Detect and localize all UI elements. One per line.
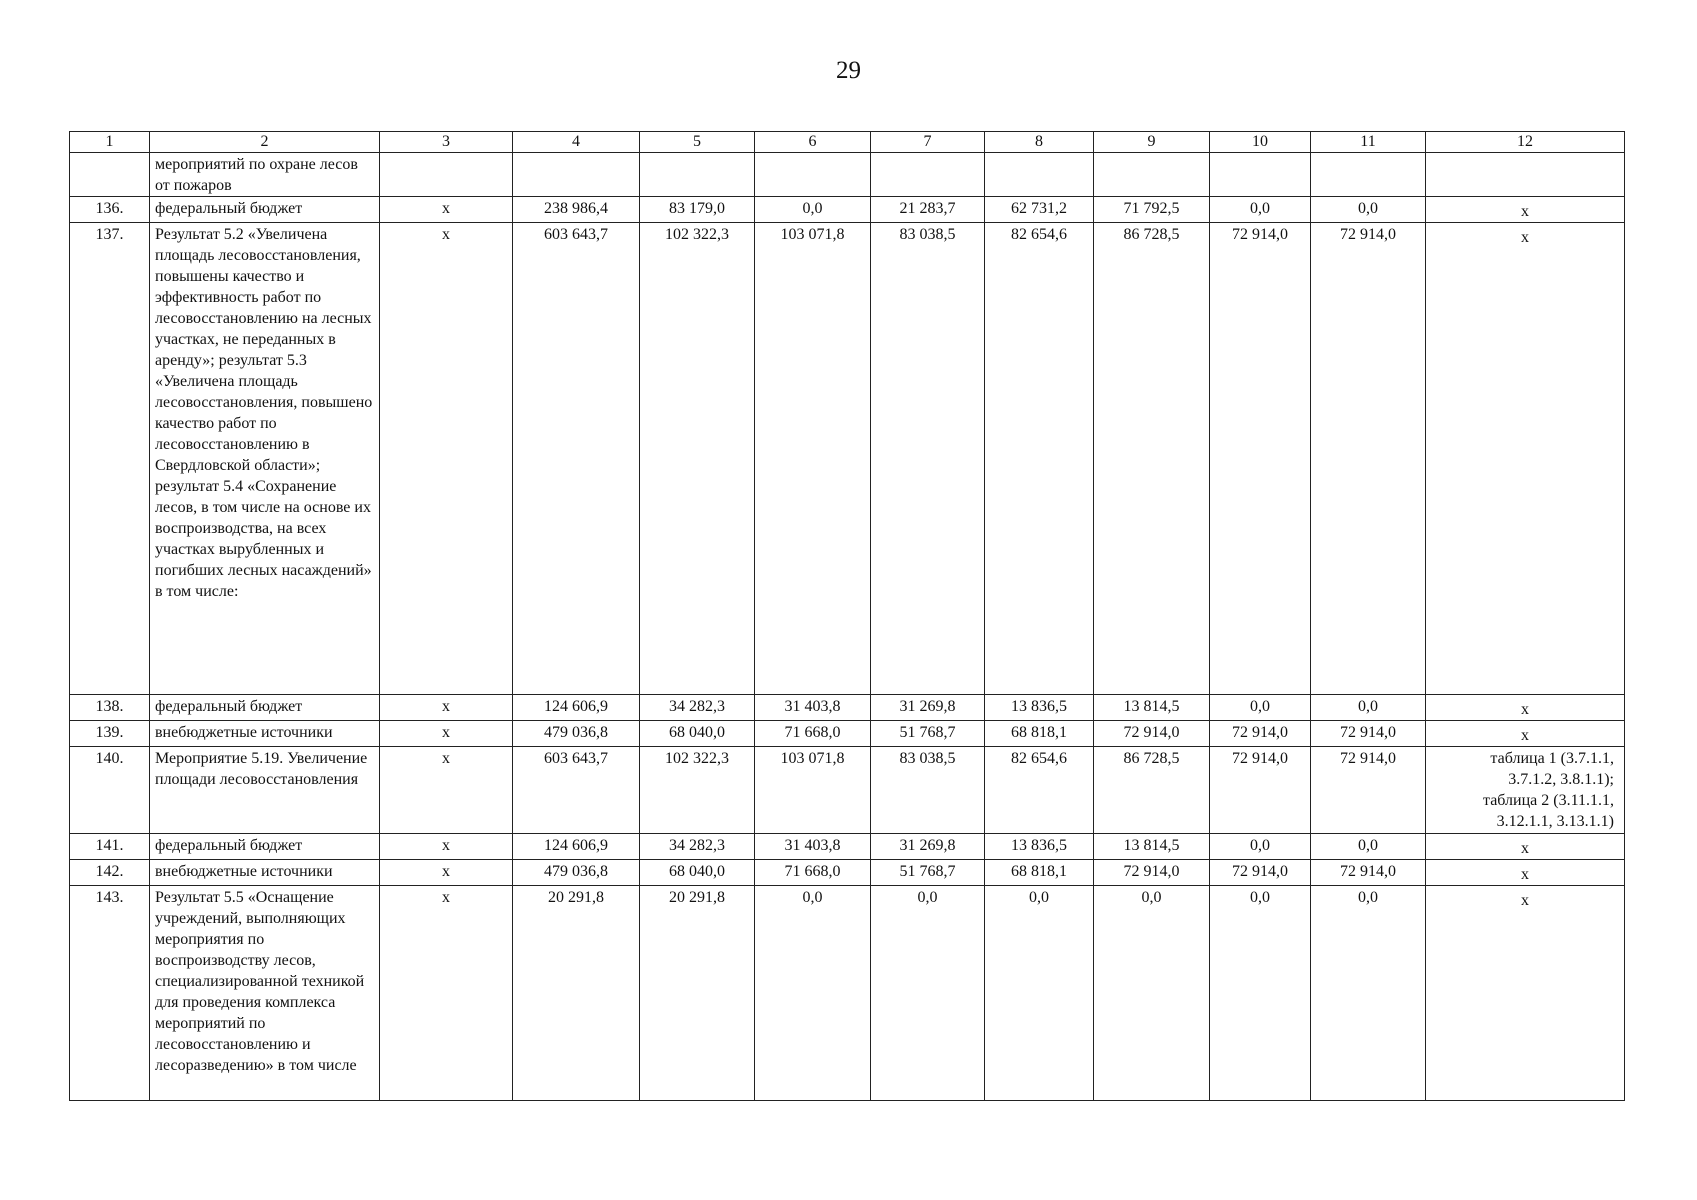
table-cell: x <box>1426 834 1625 860</box>
table-cell: 72 914,0 <box>1311 721 1426 747</box>
table-cell: 71 668,0 <box>755 721 871 747</box>
column-number: 6 <box>755 132 871 153</box>
table-cell: 51 768,7 <box>871 721 985 747</box>
table-cell: 103 071,8 <box>755 747 871 834</box>
table-row <box>70 721 1625 747</box>
row-number: 142. <box>70 860 150 886</box>
table-cell: x <box>380 860 513 886</box>
table-cell: 0,0 <box>1094 886 1210 1101</box>
table-cell: 479 036,8 <box>513 860 640 886</box>
table-cell <box>380 153 513 197</box>
row-description: федеральный бюджет <box>150 197 380 223</box>
row-description: Мероприятие 5.19. Увеличение площади лесовосстановления <box>150 747 380 834</box>
table-cell <box>1094 153 1210 197</box>
table-cell: 0,0 <box>1311 886 1426 1101</box>
table-cell <box>513 153 640 197</box>
table-cell: 72 914,0 <box>1210 747 1311 834</box>
column-number: 1 <box>70 132 150 153</box>
table-cell: 13 836,5 <box>985 695 1094 721</box>
table-cell: 31 403,8 <box>755 695 871 721</box>
row-number: 140. <box>70 747 150 834</box>
budget-table <box>69 131 1625 1101</box>
column-number: 3 <box>380 132 513 153</box>
table-cell: 72 914,0 <box>1311 223 1426 695</box>
table-row <box>70 834 1625 860</box>
table-cell: x <box>380 197 513 223</box>
row-number: 137. <box>70 223 150 695</box>
row-description: федеральный бюджет <box>150 834 380 860</box>
table-cell: 20 291,8 <box>640 886 755 1101</box>
table-cell: x <box>1426 721 1625 747</box>
table-row <box>70 153 1625 197</box>
table-cell: 0,0 <box>1210 695 1311 721</box>
row-description: мероприятий по охране лесов от пожаров <box>150 153 380 197</box>
row-description: федеральный бюджет <box>150 695 380 721</box>
table-row <box>70 860 1625 886</box>
table-cell: 13 836,5 <box>985 834 1094 860</box>
table-cell: 603 643,7 <box>513 747 640 834</box>
table-cell: 68 040,0 <box>640 721 755 747</box>
table-cell: 72 914,0 <box>1210 860 1311 886</box>
table-cell: x <box>380 695 513 721</box>
table-cell: x <box>380 886 513 1101</box>
table-cell: 31 403,8 <box>755 834 871 860</box>
table-cell: 34 282,3 <box>640 695 755 721</box>
row-number: 141. <box>70 834 150 860</box>
table-cell: 238 986,4 <box>513 197 640 223</box>
table-cell: 83 038,5 <box>871 223 985 695</box>
table-cell <box>985 153 1094 197</box>
column-number-row <box>70 132 1625 153</box>
row-description: внебюджетные источники <box>150 860 380 886</box>
page-number: 29 <box>836 57 861 84</box>
table-cell: 72 914,0 <box>1094 721 1210 747</box>
table-row <box>70 695 1625 721</box>
table-cell: x <box>1426 223 1625 695</box>
table-cell: 0,0 <box>985 886 1094 1101</box>
row-number: 139. <box>70 721 150 747</box>
table-cell: 0,0 <box>755 886 871 1101</box>
table-cell: 31 269,8 <box>871 834 985 860</box>
table-cell: 68 818,1 <box>985 721 1094 747</box>
table-cell <box>1210 153 1311 197</box>
table-cell: 82 654,6 <box>985 747 1094 834</box>
table-cell: 72 914,0 <box>1311 860 1426 886</box>
table-cell <box>871 153 985 197</box>
table-cell: 31 269,8 <box>871 695 985 721</box>
column-number: 12 <box>1426 132 1625 153</box>
table-cell: x <box>380 223 513 695</box>
table-cell: 102 322,3 <box>640 747 755 834</box>
table-cell: 0,0 <box>1311 197 1426 223</box>
table-cell: 62 731,2 <box>985 197 1094 223</box>
table-cell: 72 914,0 <box>1210 721 1311 747</box>
table-cell: 0,0 <box>871 886 985 1101</box>
table-cell <box>755 153 871 197</box>
table-cell: x <box>1426 860 1625 886</box>
table-cell: 103 071,8 <box>755 223 871 695</box>
table-cell: x <box>1426 695 1625 721</box>
table-cell: 71 668,0 <box>755 860 871 886</box>
column-number: 8 <box>985 132 1094 153</box>
table-cell: 83 179,0 <box>640 197 755 223</box>
table-cell <box>640 153 755 197</box>
table-cell <box>1426 153 1625 197</box>
table-cell: 72 914,0 <box>1210 223 1311 695</box>
table-row <box>70 886 1625 1101</box>
table-cell: 86 728,5 <box>1094 223 1210 695</box>
table-cell: 71 792,5 <box>1094 197 1210 223</box>
table-cell: 0,0 <box>1311 695 1426 721</box>
table-cell: 20 291,8 <box>513 886 640 1101</box>
table-cell: 82 654,6 <box>985 223 1094 695</box>
row-description: Результат 5.2 «Увеличена площадь лесовосстановления, повышены качество и эффективность работ по лесовосстановлению на лесных участках, не переданных в аренду»; результат 5.3 «Увеличена площадь лесовосстановления, повышено качество работ по лесовосстановлению в Свердловской области»; результат 5.4 «Сохранение лесов, в том числе на основе их воспроизводства, на всех участках вырубленных и погибших лесных насаждений» в том числе: <box>150 223 380 695</box>
table-cell: 0,0 <box>1210 197 1311 223</box>
table-cell: 603 643,7 <box>513 223 640 695</box>
table-cell: 124 606,9 <box>513 695 640 721</box>
table-cell: 0,0 <box>755 197 871 223</box>
table-cell: 13 814,5 <box>1094 834 1210 860</box>
table-cell: 0,0 <box>1210 834 1311 860</box>
row-number: 138. <box>70 695 150 721</box>
row-number: 136. <box>70 197 150 223</box>
table-row <box>70 223 1625 695</box>
column-number: 4 <box>513 132 640 153</box>
table-cell: 72 914,0 <box>1094 860 1210 886</box>
table-cell: 102 322,3 <box>640 223 755 695</box>
column-number: 7 <box>871 132 985 153</box>
table-cell: 68 818,1 <box>985 860 1094 886</box>
table-cell: 72 914,0 <box>1311 747 1426 834</box>
table-cell: 83 038,5 <box>871 747 985 834</box>
table-row <box>70 197 1625 223</box>
table-cell: 34 282,3 <box>640 834 755 860</box>
reference-note: таблица 1 (3.7.1.1, 3.7.1.2, 3.8.1.1); таблица 2 (3.11.1.1, 3.12.1.1, 3.13.1.1) <box>1426 747 1625 834</box>
table-cell: x <box>380 747 513 834</box>
row-description: внебюджетные источники <box>150 721 380 747</box>
row-description: Результат 5.5 «Оснащение учреждений, выполняющих мероприятия по воспроизводству лесов, специализированной техникой для проведения комплекса мероприятий по лесовосстановлению и лесоразведению» в том числе <box>150 886 380 1101</box>
table-cell: 13 814,5 <box>1094 695 1210 721</box>
table-cell: x <box>380 834 513 860</box>
column-number: 9 <box>1094 132 1210 153</box>
table-cell: 68 040,0 <box>640 860 755 886</box>
table-cell: 0,0 <box>1210 886 1311 1101</box>
table-cell: 21 283,7 <box>871 197 985 223</box>
table-cell: x <box>1426 886 1625 1101</box>
row-number <box>70 153 150 197</box>
column-number: 11 <box>1311 132 1426 153</box>
table-cell: 479 036,8 <box>513 721 640 747</box>
table-cell: 124 606,9 <box>513 834 640 860</box>
table-cell: x <box>380 721 513 747</box>
table-cell: 86 728,5 <box>1094 747 1210 834</box>
table-cell: x <box>1426 197 1625 223</box>
table-cell <box>1311 153 1426 197</box>
table-cell: 51 768,7 <box>871 860 985 886</box>
table-cell: 0,0 <box>1311 834 1426 860</box>
column-number: 5 <box>640 132 755 153</box>
row-number: 143. <box>70 886 150 1101</box>
column-number: 10 <box>1210 132 1311 153</box>
column-number: 2 <box>150 132 380 153</box>
table-row <box>70 747 1625 834</box>
